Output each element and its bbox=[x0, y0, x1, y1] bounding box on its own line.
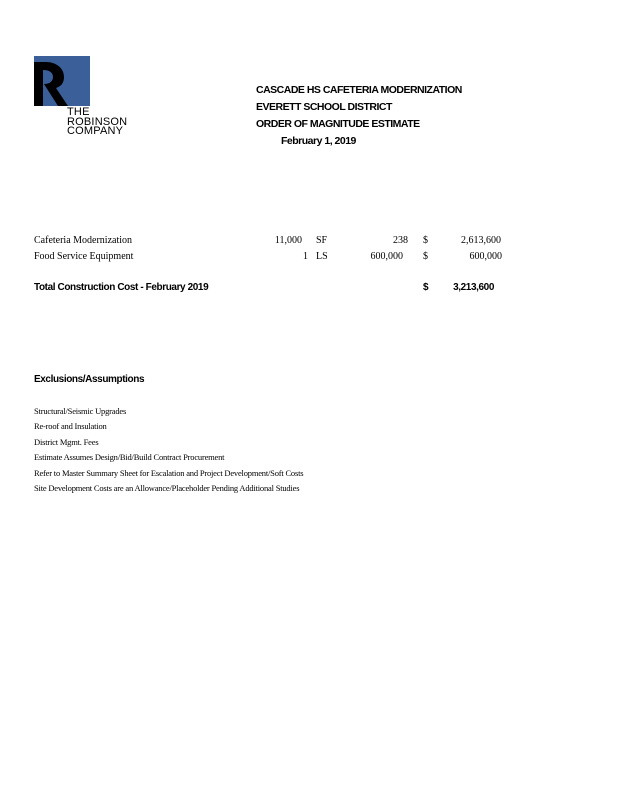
logo-line-the: THE bbox=[67, 106, 90, 118]
line-item-unit-cost: 600,000 bbox=[370, 251, 403, 262]
estimate-date: February 1, 2019 bbox=[281, 135, 356, 147]
line-item-total: 2,613,600 bbox=[461, 235, 501, 246]
line-item-currency: $ bbox=[423, 251, 428, 262]
district-title: EVERETT SCHOOL DISTRICT bbox=[256, 101, 392, 113]
project-title: CASCADE HS CAFETERIA MODERNIZATION bbox=[256, 84, 462, 96]
exclusions-list bbox=[34, 406, 303, 498]
line-item-unit: LS bbox=[316, 251, 328, 262]
line-item-currency: $ bbox=[423, 235, 428, 246]
logo-wordmark bbox=[67, 108, 127, 137]
total-value: 3,213,600 bbox=[453, 282, 494, 293]
line-item-unit-cost: 238 bbox=[393, 235, 408, 246]
robinson-logo-icon bbox=[34, 56, 90, 106]
list-item: District Mgmt. Fees bbox=[34, 436, 99, 447]
list-item: Estimate Assumes Design/Bid/Build Contract Procurement bbox=[34, 452, 225, 463]
line-item-description: Food Service Equipment bbox=[34, 251, 134, 262]
logo-line-company: COMPANY bbox=[67, 125, 124, 137]
list-item: Structural/Seismic Upgrades bbox=[34, 406, 127, 416]
estimate-type-title: ORDER OF MAGNITUDE ESTIMATE bbox=[256, 118, 420, 130]
list-item: Re-roof and Insulation bbox=[34, 421, 107, 432]
line-item-description: Cafeteria Modernization bbox=[34, 235, 133, 246]
total-label: Total Construction Cost - February 2019 bbox=[34, 282, 209, 293]
robinson-company-logo bbox=[34, 56, 90, 106]
list-item: Refer to Master Summary Sheet for Escalation and Project Development/Soft Costs bbox=[34, 467, 304, 478]
list-item: Site Development Costs are an Allowance/Placeholder Pending Additional Studies bbox=[34, 482, 300, 493]
line-item-unit: SF bbox=[316, 235, 328, 246]
total-currency: $ bbox=[423, 282, 429, 293]
line-item-qty: 1 bbox=[303, 251, 308, 262]
exclusions-heading: Exclusions/Assumptions bbox=[34, 374, 145, 385]
logo-line-robinson: ROBINSON bbox=[67, 115, 128, 128]
line-item-qty: 11,000 bbox=[274, 235, 302, 246]
line-item-total: 600,000 bbox=[469, 251, 502, 262]
